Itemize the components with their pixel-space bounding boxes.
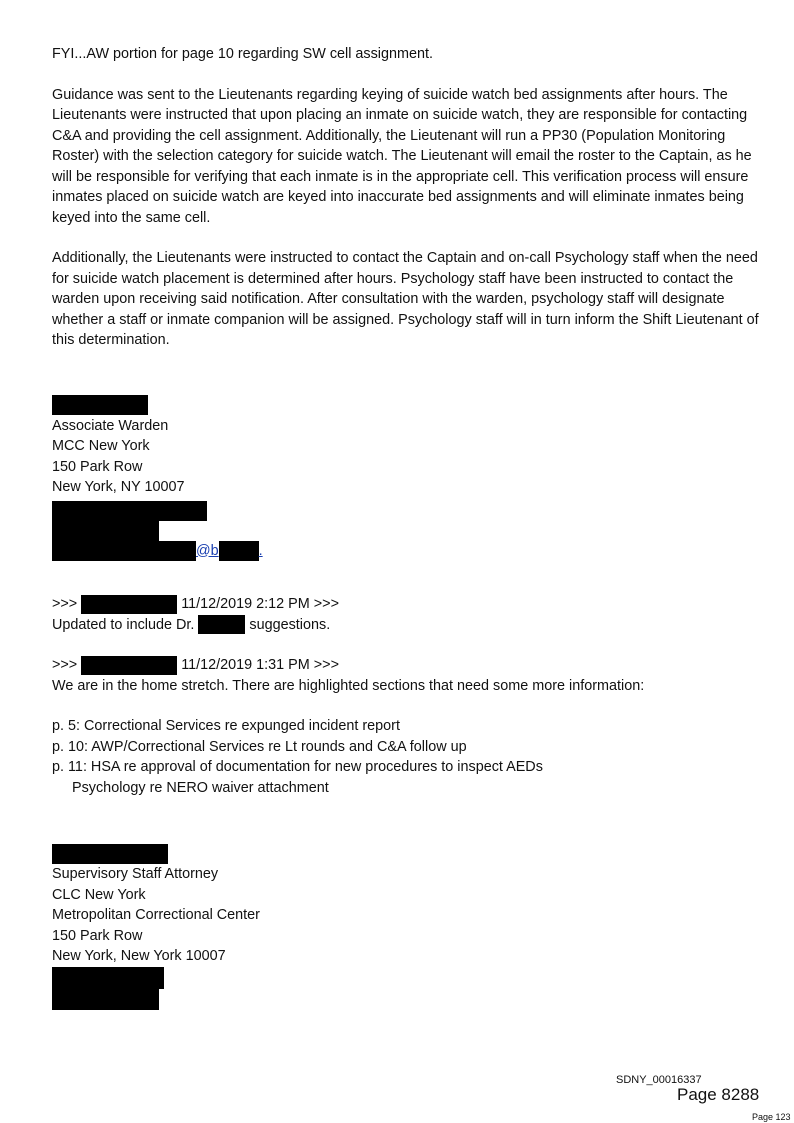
redaction-box: [52, 541, 196, 561]
paragraph-psychology: Additionally, the Lieutenants were instructed to contact the Captain and on-call Psychology staff when the need for suicide watch placement is determined after hours. Psychology staff have been instructed to contact the warden upon receiving said notification. After consultation with the warden, psychology staff will designate whether a staff or inmate companion will be assigned. Psychology staff will in turn inform the Shift Lieutenant of this determination.: [52, 250, 759, 348]
message-body: We are in the home stretch. There are highlighted sections that need some more information:: [52, 677, 645, 694]
email-body: [52, 44, 762, 1010]
signature-address-line1: 150 Park Row: [52, 458, 143, 475]
signature-address-line2: New York, New York 10007: [52, 948, 226, 964]
email-fragment-end[interactable]: .: [258, 542, 263, 559]
forwarded-message-2: [52, 655, 762, 696]
highlighted-sections-list: [52, 716, 762, 798]
signature-associate-warden: [52, 395, 762, 562]
redaction-box: [52, 501, 207, 521]
intro-line: FYI...AW portion for page 10 regarding SW cell assignment.: [52, 46, 433, 62]
signature-title: Supervisory Staff Attorney: [52, 866, 219, 882]
list-item: p. 11: HSA re approval of documentation for new procedures to inspect AEDs: [52, 759, 543, 775]
list-item-indented: Psychology re NERO waiver attachment: [72, 779, 329, 796]
page-number: Page 8288: [677, 1085, 760, 1104]
signature-address-line1: 150 Park Row: [52, 927, 143, 944]
signature-org: MCC New York: [52, 438, 150, 454]
message-header: [52, 655, 762, 676]
redaction-box: [52, 521, 159, 541]
paragraph-cell-assignment: Guidance was sent to the Lieutenants regarding keying of suicide watch bed assignments after hours. The Lieutenants were instructed that upon placing an inmate on suicide watch, they are responsible for contacting C&A and providing the cell assignment. Additionally, the Lieutenant will run a PP30 (Population Monitoring Roster) with the selection category for suicide watch. The Lieutenant will email the roster to the Captain, as he will be responsible for verifying that each inmate is in the appropriate cell. This verification process will ensure inmates placed on suicide watch are keyed into inaccurate bed assignments and will eliminate inmates being keyed into the same cell.: [52, 86, 752, 226]
list-item: p. 10: AWP/Correctional Services re Lt rounds and C&A follow up: [52, 738, 467, 755]
message-prefix: >>>: [52, 657, 78, 673]
signature-title: Associate Warden: [52, 417, 169, 434]
message-body: [52, 615, 762, 636]
message-body-end: suggestions.: [249, 616, 331, 633]
redaction-box: [52, 395, 148, 415]
redaction-box: [219, 541, 259, 561]
message-timestamp: 11/12/2019 1:31 PM >>>: [181, 657, 339, 673]
email-fragment[interactable]: @b: [196, 542, 219, 559]
signature-org: CLC New York: [52, 886, 146, 903]
bates-number: SDNY_00016337: [616, 1074, 702, 1086]
redaction-box: [198, 615, 245, 634]
redaction-box: [52, 967, 164, 989]
signature-address-line2: New York, NY 10007: [52, 479, 185, 495]
redaction-box: [81, 656, 177, 675]
small-page-number: Page 123: [752, 1112, 791, 1122]
list-item: p. 5: Correctional Services re expunged incident report: [52, 718, 400, 734]
forwarded-message-1: [52, 594, 762, 635]
redaction-box: [81, 595, 177, 614]
message-body-start: Updated to include Dr.: [52, 616, 195, 633]
message-prefix: >>>: [52, 596, 78, 612]
redaction-box: [52, 844, 168, 864]
signature-staff-attorney: [52, 844, 762, 1010]
signature-email[interactable]: [52, 541, 762, 562]
message-timestamp: 11/12/2019 2:12 PM >>>: [181, 596, 339, 612]
message-header: [52, 594, 762, 615]
signature-org-full: Metropolitan Correctional Center: [52, 907, 260, 923]
redaction-box: [52, 989, 159, 1010]
